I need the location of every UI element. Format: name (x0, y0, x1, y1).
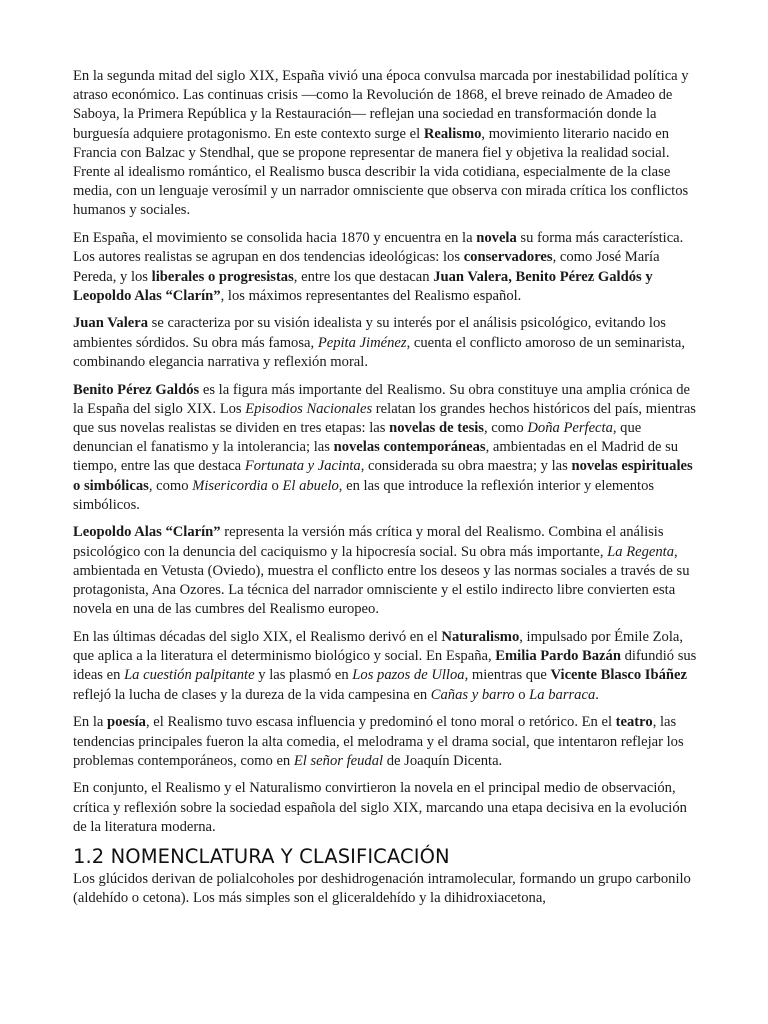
bold-text: conservadores (463, 249, 553, 266)
bold-text: teatro (615, 714, 653, 731)
text-run: , las tendencias principales fueron la alta comedia, el melodrama y el drama social, que intentaron reflejar los problemas contemporáneos, como en (73, 714, 684, 769)
paragraph (73, 67, 698, 221)
italic-text: Los pazos de Ulloa (352, 667, 465, 684)
text-run: En España, el movimiento se consolida hacia 1870 y encuentra en la (73, 230, 477, 247)
bold-text: Vicente Blasco Ibáñez (550, 667, 687, 684)
bold-text: Naturalismo (441, 628, 520, 645)
bold-text: Juan Valera, Benito Pérez Galdós y Leopoldo Alas “Clarín” (73, 268, 653, 304)
paragraph (73, 381, 698, 515)
italic-text: Episodios Nacionales (245, 400, 373, 417)
bold-text: novelas de tesis (389, 419, 484, 436)
bold-text: novelas espirituales o simbólicas (73, 458, 693, 494)
paragraph (73, 229, 698, 306)
text-run: , como José María Pereda, y los (73, 249, 660, 285)
bold-text: Leopoldo Alas “Clarín” (73, 524, 221, 541)
text-run: , entre los que destacan (293, 268, 434, 285)
bold-text: Juan Valera (73, 315, 149, 332)
italic-text: Pepita Jiménez (317, 334, 407, 351)
italic-text: Misericordia (192, 477, 268, 494)
section-heading: 1.2 NOMENCLATURA Y CLASIFICACIÓN (73, 845, 450, 869)
text-run: relatan los grandes hechos históricos del país, mientras que sus novelas realistas se dividen en tres etapas: las (73, 400, 696, 436)
text-run: y las plasmó en (254, 667, 353, 684)
text-run: o (514, 686, 530, 703)
bold-text: liberales o progresistas (151, 268, 294, 285)
text-run: , mientras que (464, 667, 551, 684)
paragraph (73, 713, 698, 771)
text-run: , los máximos representantes del Realismo español. (220, 287, 522, 304)
italic-text: La cuestión palpitante (124, 667, 255, 684)
text-run: , en las que introduce la reflexión interior y elementos simbólicos. (73, 477, 655, 513)
text-run: En la (73, 714, 108, 731)
text-run: representa la versión más crítica y moral del Realismo. Combina el análisis psicológico con la denuncia del caciquismo y la hipocresía social. Su obra más importante, (73, 524, 664, 560)
text-run: o (267, 477, 283, 494)
paragraph (73, 314, 698, 372)
text-run: , el Realismo tuvo escasa influencia y predominó el tono moral o retórico. En el (145, 714, 616, 731)
text-run: , impulsado por Émile Zola, que aplica a la literatura el determinismo biológico y social. En España, (73, 628, 683, 665)
text-run: , ambientada en Vetusta (Oviedo), muestra el conflicto entre los deseos y las normas sociales a través de su protagonista, Ana Ozores. La técnica del narrador omnisciente y el estilo indirecto libre convierten esta novela en una de las cumbres del Realismo europeo. (73, 543, 690, 618)
text-run: , como (483, 419, 528, 436)
bold-text: Emilia Pardo Bazán (495, 648, 621, 665)
bold-text: Realismo (423, 125, 482, 142)
italic-text: Fortunata y Jacinta (244, 458, 361, 475)
text-run: se caracteriza por su visión idealista y su interés por el análisis psicológico, evitando los ambientes sórdidos. Su obra más famosa, (73, 315, 666, 351)
paragraph (73, 628, 698, 705)
text-run: su forma más característica. Los autores realistas se agrupan en dos tendencias ideológicas: los (73, 230, 684, 266)
text-run: , cuenta el conflicto amoroso de un seminarista, combinando elegancia narrativa y reflexión moral. (73, 334, 685, 370)
paragraph (73, 779, 698, 837)
text-run: En la segunda mitad del siglo XIX, España vivió una época convulsa marcada por inestabilidad política y atraso económico. Las continuas crisis —como la Revolución de 1868, el breve reinado de Amadeo de Saboya, la Primera República y la Restauración— reflejan una sociedad en transformación donde la burguesía adquiere protagonismo. En este contexto surge el (73, 68, 689, 142)
paragraph (73, 523, 698, 619)
text-run: , como (148, 477, 193, 494)
text-run: , considerada su obra maestra; y las (360, 458, 572, 475)
bold-text: novela (476, 230, 517, 247)
text-run: reflejó la lucha de clases y la dureza de la vida campesina en (73, 686, 431, 703)
italic-text: Cañas y barro (430, 686, 515, 703)
text-run: , ambientadas en el Madrid de su tiempo, entre las que destaca (73, 439, 679, 475)
text-run: , movimiento literario nacido en Francia con Balzac y Stendhal, que se propone representar de manera fiel y objetiva la realidad social. Frente al idealismo romántico, el Realismo busca describir la vida cotidiana, especialmente de la clase media, con un lenguaje verosímil y un narrador omnisciente que observa con mirada crítica los conflictos humanos y sociales. (73, 125, 689, 219)
bold-text: Benito Pérez Galdós (73, 381, 200, 398)
text-run: difundió sus ideas en (73, 648, 697, 684)
section-paragraph: Los glúcidos derivan de polialcoholes por deshidrogenación intramolecular, formando un grupo carbonilo (aldehído o cetona). Los más simples son el gliceraldehído y la dihidroxiacetona, (73, 871, 691, 907)
text-run: , que denuncian el fanatismo y la intolerancia; las (73, 419, 642, 456)
italic-text: El señor feudal (293, 752, 384, 769)
text-run: . (595, 686, 599, 703)
italic-text: Doña Perfecta (527, 419, 613, 436)
text-run: es la figura más importante del Realismo. Su obra constituye una amplia crónica de la España del siglo XIX. Los (73, 381, 690, 417)
text-run: En las últimas décadas del siglo XIX, el Realismo derivó en el (73, 628, 442, 645)
body-text (73, 67, 698, 837)
italic-text: El abuelo (282, 477, 339, 494)
bold-text: poesía (107, 714, 146, 731)
bold-text: novelas contemporáneas (333, 439, 486, 456)
text-run: de Joaquín Dicenta. (383, 752, 503, 769)
text-run: En conjunto, el Realismo y el Naturalismo convirtieron la novela en el principal medio de observación, crítica y reflexión sobre la sociedad española del siglo XIX, marcando una etapa decisiva en la evolución de la literatura moderna. (73, 780, 687, 835)
italic-text: La Regenta (607, 543, 675, 560)
italic-text: La barraca (529, 686, 596, 703)
